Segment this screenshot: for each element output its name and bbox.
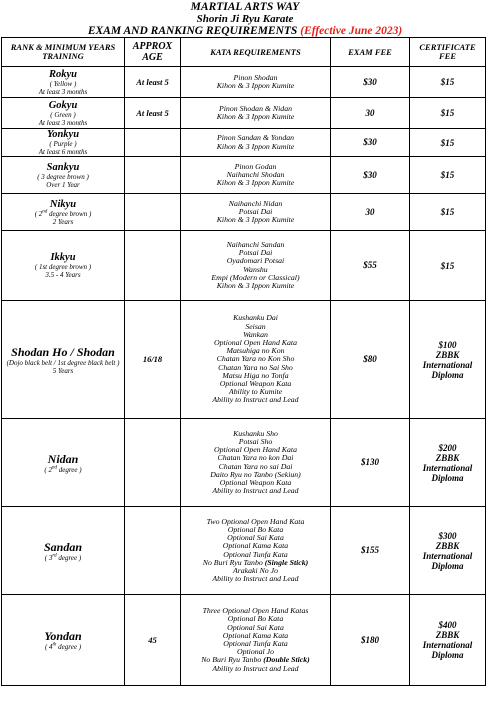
age-cell — [125, 231, 181, 301]
rank-min-years: At least 3 months — [38, 87, 88, 96]
kata-item: Ability to Instruct and Lead — [212, 395, 299, 405]
age-cell — [125, 157, 181, 194]
rank-belt: ( 1st degree brown ) — [34, 263, 92, 271]
kata-item: Kihon & 3 Ippon Kumite — [216, 178, 295, 188]
rank-min-years: 3.5 - 4 Years — [45, 271, 81, 279]
certificate-line: ZBBK — [435, 540, 460, 551]
kata-item: Wanshu — [243, 264, 268, 274]
certificate-line: Diploma — [431, 369, 464, 380]
rank-name: Rokyu — [48, 68, 77, 80]
kata-cell — [181, 231, 331, 301]
exam-fee-cell: $30 — [331, 129, 410, 157]
age-cell — [125, 507, 181, 595]
rank-name: Ikkyu — [50, 252, 76, 263]
col-header-exam-fee: EXAM FEE — [331, 38, 410, 67]
exam-fee-cell: $55 — [331, 231, 410, 301]
rank-belt: ( Purple ) — [49, 140, 77, 148]
kata-item: Naihanchi Sandan — [226, 239, 285, 249]
rank-min-years: At least 3 months — [38, 118, 88, 127]
kata-cell — [181, 67, 331, 98]
kata-item: Seisan — [245, 321, 266, 331]
rank-name: Yondan — [44, 629, 82, 643]
age-cell — [125, 419, 181, 507]
rank-cell — [2, 507, 125, 595]
ordinal-suffix: rd — [52, 553, 57, 559]
kata-item: Chatan Yara no Kon Sho — [216, 354, 295, 364]
kata-item: Naihanchi Nidan — [228, 198, 283, 208]
exam-fee-cell: 30 — [331, 98, 410, 129]
rank-name: Sandan — [43, 539, 83, 554]
kata-item: Optional Weapon Kata — [219, 379, 292, 388]
table-row — [2, 419, 486, 507]
kata-item: Empi (Modern or Classical) — [211, 272, 300, 282]
kata-item: Two Optional Open Hand Kata — [206, 516, 305, 526]
certificate-line: ZBBK — [435, 452, 460, 463]
kata-item: Optional Weapon Kata — [219, 477, 292, 487]
certificate-line: $300 — [438, 530, 457, 541]
rank-min-years: 5 Years — [52, 366, 74, 375]
kata-cell — [181, 157, 331, 194]
exam-fee-cell: $30 — [331, 157, 410, 194]
rank-belt: ( Green ) — [50, 110, 76, 119]
kata-item: Ability to Instruct and Lead — [212, 663, 299, 673]
rank-belt: ( 3rd degree ) — [44, 553, 82, 562]
kata-item: No Buri Ryu Tanbo (Single Stick) — [202, 557, 309, 567]
kata-item: Kihon & 3 Ippon Kumite — [216, 215, 295, 225]
rank-cell — [2, 67, 125, 98]
org-name: MARTIAL ARTS WAY — [190, 1, 300, 13]
kata-item: Three Optional Open Hand Katas — [202, 606, 309, 616]
certificate-line: $15 — [440, 137, 455, 148]
table-header-row — [2, 38, 486, 67]
table-row — [2, 98, 486, 129]
table-row — [2, 507, 486, 595]
kata-item-emphasis: (Single Stick) — [264, 557, 309, 567]
rank-name: Yonkyu — [46, 129, 80, 140]
age-cell: 45 — [125, 595, 181, 686]
kata-item: Pinon Shodan — [233, 72, 278, 82]
certificate-line: $15 — [440, 77, 455, 87]
exam-fee-cell: 30 — [331, 194, 410, 231]
certificate-line: Diploma — [431, 472, 464, 483]
kata-item: Kushanku Sho — [233, 428, 278, 438]
kata-item: No Buri Ryu Tanbo (Double Stick) — [201, 655, 310, 665]
rank-cell — [2, 129, 125, 157]
kata-cell — [181, 595, 331, 686]
rank-min-years: At least 6 months — [38, 148, 88, 156]
kata-item: Optional Open Hand Kata — [214, 445, 297, 455]
certificate-line: Diploma — [431, 560, 464, 571]
kata-item: Optional Open Hand Kata — [214, 337, 297, 347]
kata-item: Ability to Instruct and Lead — [212, 486, 299, 496]
kata-item: Chatan Yara no kon Dai — [217, 453, 294, 463]
certificate-line: $400 — [438, 620, 457, 630]
age-cell — [125, 194, 181, 231]
certificate-fee-cell — [410, 419, 486, 507]
rank-belt: ( 2nd degree brown ) — [34, 209, 92, 218]
kata-item: Optional Bo Kata — [227, 524, 284, 534]
kata-item: Optional Sai Kata — [227, 622, 284, 632]
kata-item: Ability to Instruct and Lead — [212, 574, 299, 584]
col-header-approx-age: APPROX AGE — [125, 38, 181, 67]
col-header-certificate-fee: CERTIFICATE FEE — [410, 38, 486, 67]
age-cell: 16/18 — [125, 301, 181, 419]
kata-item: Optional Bo Kata — [227, 614, 284, 624]
document-header — [0, 0, 490, 37]
kata-item: Optional Kama Kata — [222, 630, 289, 640]
table-row — [2, 301, 486, 419]
certificate-line: $15 — [440, 207, 455, 217]
rank-cell — [2, 231, 125, 301]
ordinal-suffix: nd — [51, 465, 57, 471]
certificate-fee-cell — [410, 129, 486, 157]
kata-item: Kihon & 3 Ippon Kumite — [216, 112, 295, 121]
rank-belt: ( Yellow ) — [49, 79, 77, 88]
kata-item: Pinon Godan — [234, 161, 277, 171]
table-body — [2, 67, 486, 686]
rank-cell — [2, 157, 125, 194]
certificate-line: International — [422, 462, 473, 473]
kata-item: Potsai Sho — [238, 436, 273, 446]
ordinal-suffix: nd — [42, 209, 48, 215]
kata-item: Optional Jo — [236, 647, 275, 657]
kata-item-emphasis: (Double Stick) — [263, 655, 310, 665]
exam-fee-cell: $30 — [331, 67, 410, 98]
certificate-line: International — [422, 550, 473, 561]
age-cell — [125, 129, 181, 157]
col-header-rank: RANK & MINIMUM YEARS TRAINING — [2, 38, 125, 67]
kata-item: Potsai Dai — [238, 206, 273, 216]
requirements-table — [1, 37, 486, 686]
rank-belt: ( 3 degree brown ) — [37, 172, 89, 181]
rank-belt: ( 2nd degree ) — [44, 465, 82, 474]
col-header-kata: KATA REQUIREMENTS — [181, 38, 331, 67]
kata-item: Pinon Shodan & Nidan — [219, 103, 292, 113]
table-row — [2, 157, 486, 194]
rank-cell — [2, 301, 125, 419]
kata-item: Chatan Yara no Sai Sho — [218, 362, 293, 372]
kata-cell — [181, 507, 331, 595]
style-name: Shorin Ji Ryu Karate — [196, 13, 294, 25]
exam-fee-cell: $130 — [331, 419, 410, 507]
exam-fee-cell: $80 — [331, 301, 410, 419]
kata-item: Potsai Dai — [238, 248, 273, 258]
rank-name: Gokyu — [48, 99, 78, 111]
kata-item: Kihon & 3 Ippon Kumite — [216, 141, 295, 151]
certificate-fee-cell — [410, 595, 486, 686]
certificate-fee-cell — [410, 231, 486, 301]
certificate-line: International — [422, 640, 473, 650]
kata-cell — [181, 301, 331, 419]
rank-cell — [2, 194, 125, 231]
certificate-line: $15 — [440, 260, 455, 271]
document-title — [0, 25, 490, 37]
rank-name: Sankyu — [46, 161, 80, 173]
table-row — [2, 595, 486, 686]
rank-belt: (Dojo black belt / 1st degree black belt ) — [6, 358, 120, 367]
rank-name: Nidan — [47, 451, 79, 466]
kata-item: Ability to Kumite — [228, 387, 283, 397]
age-cell: At least 5 — [125, 67, 181, 98]
certificate-fee-cell — [410, 301, 486, 419]
exam-fee-cell: $180 — [331, 595, 410, 686]
certificate-line: $200 — [438, 442, 457, 453]
kata-cell — [181, 419, 331, 507]
rank-min-years: 2 Years — [52, 217, 74, 226]
kata-item: Optional Sai Kata — [227, 533, 284, 543]
table-row — [2, 67, 486, 98]
age-cell: At least 5 — [125, 98, 181, 129]
kata-cell — [181, 129, 331, 157]
certificate-fee-cell — [410, 507, 486, 595]
kata-item: Optional Tunfa Kata — [223, 549, 288, 559]
rank-cell — [2, 98, 125, 129]
rank-name: Nikyu — [49, 198, 77, 210]
table-row — [2, 231, 486, 301]
kata-item: Pinon Sandan & Yondan — [216, 133, 295, 143]
certificate-fee-cell — [410, 157, 486, 194]
ordinal-suffix: th — [52, 642, 57, 648]
kata-item: Arakaki No Jo — [232, 565, 279, 575]
kata-item: Chatan Yara no sai Dai — [218, 461, 293, 471]
rank-name: Shodan Ho / Shodan — [11, 344, 115, 359]
certificate-line: $100 — [438, 339, 457, 350]
certificate-line: ZBBK — [435, 349, 460, 360]
kata-item: Oyadomari Potsai — [226, 256, 285, 266]
kata-item: Matsuhiga no Kon — [226, 346, 285, 356]
certificate-line: $15 — [440, 108, 455, 118]
kata-item: Optional Kama Kata — [222, 541, 289, 551]
certificate-fee-cell — [410, 98, 486, 129]
table-row — [2, 129, 486, 157]
certificate-line: $15 — [440, 170, 455, 180]
kata-item: Matsu Higa no Tonfa — [222, 370, 289, 380]
title-text: EXAM AND RANKING REQUIREMENTS — [87, 25, 298, 37]
kata-item: Kihon & 3 Ippon Kumite — [216, 280, 295, 290]
rank-cell — [2, 595, 125, 686]
exam-fee-cell: $155 — [331, 507, 410, 595]
kata-item: Optional Tunfa Kata — [223, 639, 288, 648]
kata-item: Naihanchi Shodan — [226, 169, 285, 179]
kata-cell — [181, 98, 331, 129]
rank-min-years: Over 1 Year — [46, 180, 80, 189]
kata-item: Kihon & 3 Ippon Kumite — [216, 81, 295, 90]
effective-date: (Effective June 2023) — [300, 25, 403, 37]
certificate-line: ZBBK — [435, 630, 460, 640]
rank-belt: ( 4th degree ) — [44, 642, 82, 651]
kata-cell — [181, 194, 331, 231]
kata-item: Kushanku Dai — [233, 313, 278, 323]
rank-cell — [2, 419, 125, 507]
table-row — [2, 194, 486, 231]
certificate-fee-cell — [410, 194, 486, 231]
kata-item: Daito Ryu no Tanbo (Sekiun) — [210, 469, 301, 479]
certificate-fee-cell — [410, 67, 486, 98]
certificate-line: International — [422, 359, 473, 370]
kata-item: Wankan — [243, 329, 268, 339]
certificate-line: Diploma — [431, 650, 464, 660]
